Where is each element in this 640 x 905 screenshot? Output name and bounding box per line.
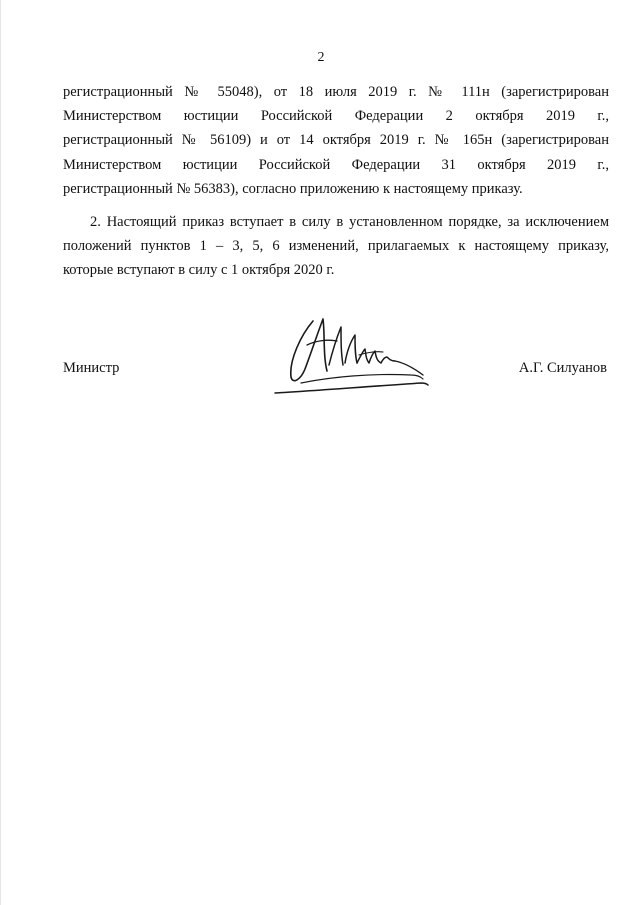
paragraph-1-line: Министерством юстиции Российской Федерации 31 октября 2019 г.,	[63, 156, 609, 173]
handwritten-signature-icon	[271, 305, 436, 400]
paragraph-1-line: регистрационный № 55048), от 18 июля 2019 г. № 111н (зарегистрирован	[63, 84, 609, 100]
paragraph-2-line: которые вступают в силу с 1 октября 2020 г.	[63, 262, 335, 279]
paragraph-2	[63, 210, 609, 283]
page-number: 2	[317, 50, 325, 65]
paragraph-1-line: Министерством юстиции Российской Федерации 2 октября 2019 г.,	[63, 108, 609, 125]
paragraph-1-line: регистрационный № 56383), согласно приложению к настоящему приказу.	[63, 180, 523, 197]
paragraph-1-line: регистрационный № 56109) и от 14 октября 2019 г. № 165н (зарегистрирован	[63, 132, 609, 149]
document-body	[63, 80, 609, 283]
paragraph-2-line: 2. Настоящий приказ вступает в силу в установленном порядке, за исключением	[90, 213, 609, 230]
paragraph-2-line: положений пунктов 1 – 3, 5, 6 изменений, прилагаемых к настоящему приказу,	[63, 238, 609, 255]
signer-name: А.Г. Силуанов	[518, 360, 607, 376]
position-title: Министр	[63, 360, 120, 376]
paragraph-1	[63, 80, 609, 201]
